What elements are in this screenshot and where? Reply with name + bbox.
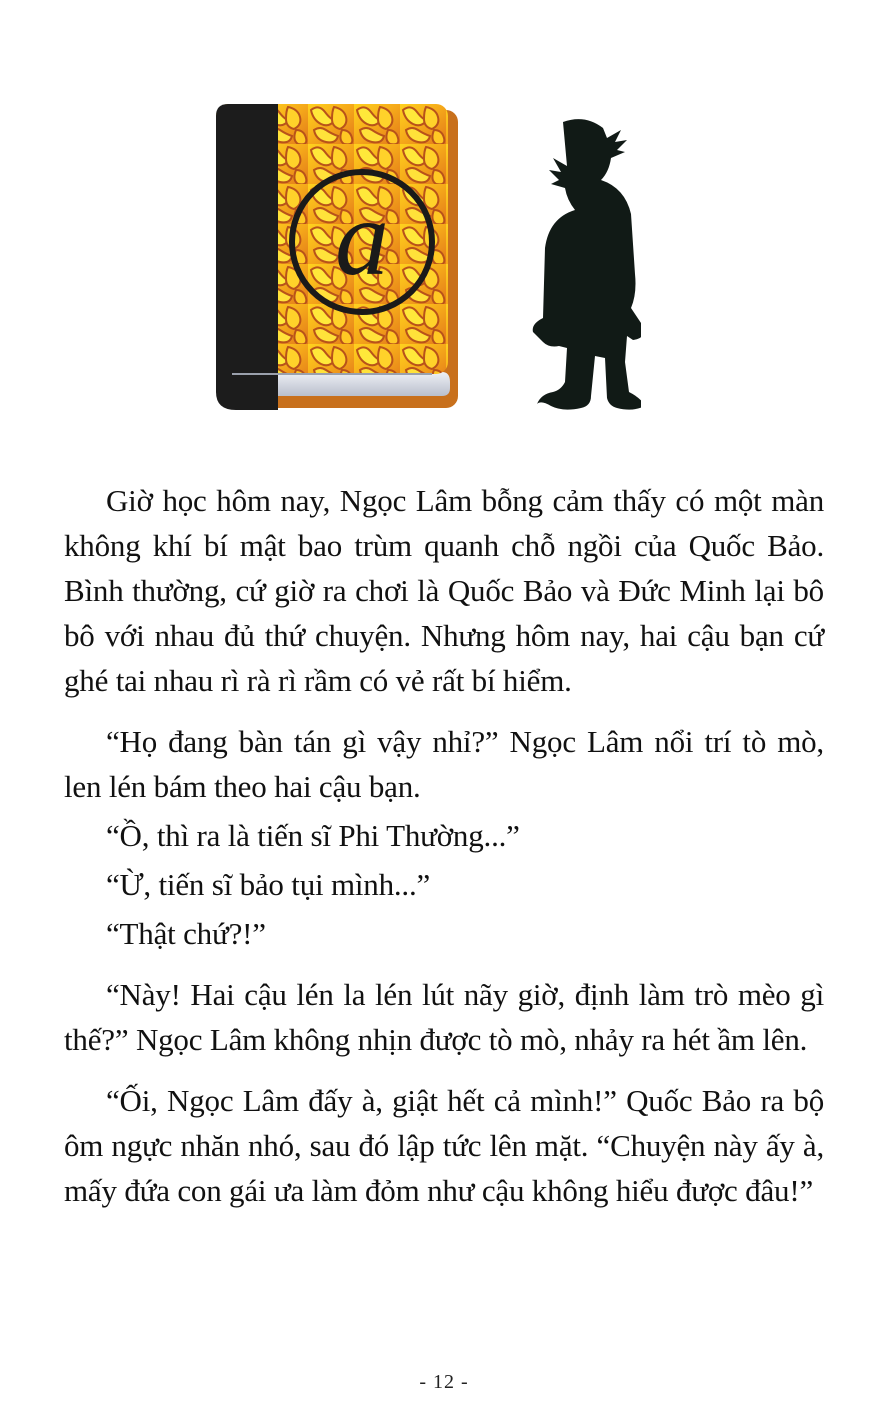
dialogue-line-3: “Thật chứ?!” [106, 916, 266, 951]
notebook-at-sign-icon [216, 104, 462, 410]
paragraph-ngoc-lam-shouts: “Này! Hai cậu lén la lén lút nãy giờ, định làm trò mèo gì thế?” Ngọc Lâm không nhịn được tò mò, nhảy ra hét ầm lên. [64, 977, 824, 1057]
page-number: - 12 - [419, 1371, 469, 1393]
story-text [64, 478, 824, 1213]
illustration-row [0, 0, 888, 440]
mysterious-figure-silhouette-icon [513, 118, 641, 416]
dialogue-line-2: “Ừ, tiến sĩ bảo tụi mình...” [106, 867, 431, 902]
paragraph-quoc-bao-reply: “Ối, Ngọc Lâm đấy à, giật hết cả mình!” Quốc Bảo ra bộ ôm ngực nhăn nhó, sau đó lập tức lên mặt. “Chuyện này ấy à, mấy đứa con gái ưa làm đỏm như cậu không hiểu được đâu!” [64, 1083, 824, 1208]
paragraph-intro: Giờ học hôm nay, Ngọc Lâm bỗng cảm thấy có một màn không khí bí mật bao trùm quanh chỗ ngồi của Quốc Bảo. Bình thường, cứ giờ ra chơi là Quốc Bảo và Đức Minh lại bô bô với nhau đủ thứ chuyện. Nhưng hôm nay, hai cậu bạn cứ ghé tai nhau rì rà rì rầm có vẻ rất bí hiểm. [64, 483, 824, 698]
dialogue-line-1: “Ồ, thì ra là tiến sĩ Phi Thường...” [106, 818, 520, 853]
paragraph-ngoc-lam-curious: “Họ đang bàn tán gì vậy nhỉ?” Ngọc Lâm nổi trí tò mò, len lén bám theo hai cậu bạn. [64, 724, 824, 804]
svg-text:a: a [335, 179, 389, 298]
